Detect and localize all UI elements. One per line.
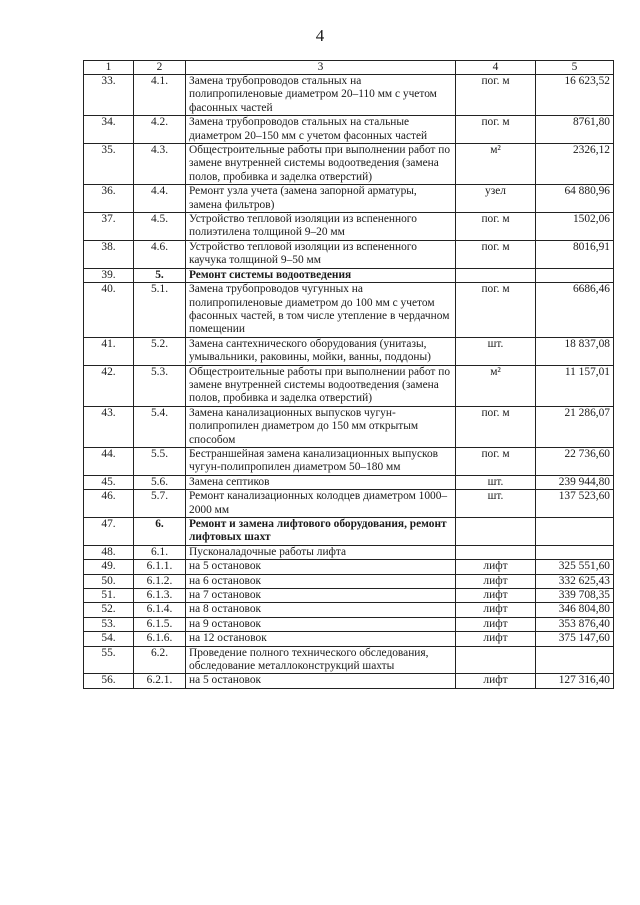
unit-cell: лифт bbox=[456, 574, 536, 588]
unit-cell: лифт bbox=[456, 617, 536, 631]
row-number-cell: 42. bbox=[84, 365, 134, 406]
table-row bbox=[84, 144, 614, 185]
cost-cell: 239 944,80 bbox=[536, 475, 614, 489]
table-row bbox=[84, 574, 614, 588]
unit-cell: пог. м bbox=[456, 75, 536, 116]
unit-cell: лифт bbox=[456, 560, 536, 574]
row-number-cell: 37. bbox=[84, 213, 134, 241]
header-col-1: 1 bbox=[84, 61, 134, 75]
description-cell: Ремонт канализационных колодцев диаметром 1000–2000 мм bbox=[186, 490, 456, 518]
item-code-cell: 5.5. bbox=[134, 447, 186, 475]
header-col-5: 5 bbox=[536, 61, 614, 75]
row-number-cell: 50. bbox=[84, 574, 134, 588]
cost-cell: 375 147,60 bbox=[536, 632, 614, 646]
item-code-cell: 4.5. bbox=[134, 213, 186, 241]
cost-cell: 127 316,40 bbox=[536, 674, 614, 688]
row-number-cell: 46. bbox=[84, 490, 134, 518]
section-row bbox=[84, 268, 614, 282]
cost-cell: 8761,80 bbox=[536, 116, 614, 144]
row-number-cell: 34. bbox=[84, 116, 134, 144]
item-code-cell: 6.1.6. bbox=[134, 632, 186, 646]
row-number-cell: 52. bbox=[84, 603, 134, 617]
row-number-cell: 43. bbox=[84, 406, 134, 447]
table-row bbox=[84, 185, 614, 213]
description-cell: Устройство тепловой изоляции из вспененного каучука толщиной 9–50 мм bbox=[186, 240, 456, 268]
table-row bbox=[84, 545, 614, 559]
item-code-cell: 4.4. bbox=[134, 185, 186, 213]
item-code-cell: 5.1. bbox=[134, 283, 186, 338]
cost-cell: 325 551,60 bbox=[536, 560, 614, 574]
row-number-cell: 55. bbox=[84, 646, 134, 674]
cost-cell bbox=[536, 646, 614, 674]
item-code-cell: 6.2. bbox=[134, 646, 186, 674]
item-code-cell: 6.1.3. bbox=[134, 589, 186, 603]
item-code-cell: 6.1.5. bbox=[134, 617, 186, 631]
description-cell: на 7 остановок bbox=[186, 589, 456, 603]
row-number-cell: 36. bbox=[84, 185, 134, 213]
cost-cell: 346 804,80 bbox=[536, 603, 614, 617]
unit-cell: пог. м bbox=[456, 240, 536, 268]
description-cell: Замена трубопроводов чугунных на полипропиленовые диаметром до 100 мм с учетом фасонных частей, в том числе утепление в чердачном помещении bbox=[186, 283, 456, 338]
description-cell: Пусконаладочные работы лифта bbox=[186, 545, 456, 559]
unit-cell bbox=[456, 268, 536, 282]
cost-cell: 64 880,96 bbox=[536, 185, 614, 213]
unit-cell: пог. м bbox=[456, 447, 536, 475]
unit-cell: пог. м bbox=[456, 406, 536, 447]
table-row bbox=[84, 447, 614, 475]
description-cell: Ремонт и замена лифтового оборудования, ремонт лифтовых шахт bbox=[186, 518, 456, 546]
table-body bbox=[84, 75, 614, 689]
cost-cell: 8016,91 bbox=[536, 240, 614, 268]
unit-cell: лифт bbox=[456, 632, 536, 646]
cost-cell bbox=[536, 518, 614, 546]
table-row bbox=[84, 365, 614, 406]
cost-cell: 2326,12 bbox=[536, 144, 614, 185]
header-col-3: 3 bbox=[186, 61, 456, 75]
cost-cell bbox=[536, 545, 614, 559]
item-code-cell: 5.4. bbox=[134, 406, 186, 447]
cost-cell: 18 837,08 bbox=[536, 337, 614, 365]
unit-cell: шт. bbox=[456, 337, 536, 365]
item-code-cell: 5.3. bbox=[134, 365, 186, 406]
description-cell: Замена канализационных выпусков чугун-полипропилен диаметром до 150 мм открытым способом bbox=[186, 406, 456, 447]
unit-cell bbox=[456, 545, 536, 559]
description-cell: Общестроительные работы при выполнении работ по замене внутренней системы водоотведения (замена полов, пробивка и заделка отверстий) bbox=[186, 144, 456, 185]
row-number-cell: 53. bbox=[84, 617, 134, 631]
table-row bbox=[84, 603, 614, 617]
header-col-2: 2 bbox=[134, 61, 186, 75]
description-cell: Замена сантехнического оборудования (унитазы, умывальники, раковины, мойки, ванны, поддоны) bbox=[186, 337, 456, 365]
unit-cell: пог. м bbox=[456, 116, 536, 144]
table-row bbox=[84, 617, 614, 631]
unit-cell: шт. bbox=[456, 475, 536, 489]
item-code-cell: 6.2.1. bbox=[134, 674, 186, 688]
table-row bbox=[84, 75, 614, 116]
unit-cell: лифт bbox=[456, 674, 536, 688]
row-number-cell: 54. bbox=[84, 632, 134, 646]
section-row bbox=[84, 518, 614, 546]
item-code-cell: 4.6. bbox=[134, 240, 186, 268]
table-row bbox=[84, 337, 614, 365]
description-cell: Бестраншейная замена канализационных выпусков чугун-полипропилен диаметром 50–180 мм bbox=[186, 447, 456, 475]
description-cell: Замена септиков bbox=[186, 475, 456, 489]
item-code-cell: 6.1.2. bbox=[134, 574, 186, 588]
description-cell: на 5 остановок bbox=[186, 674, 456, 688]
cost-cell: 16 623,52 bbox=[536, 75, 614, 116]
description-cell: на 8 остановок bbox=[186, 603, 456, 617]
item-code-cell: 5. bbox=[134, 268, 186, 282]
unit-cell: шт. bbox=[456, 490, 536, 518]
unit-cell bbox=[456, 646, 536, 674]
description-cell: Ремонт узла учета (замена запорной арматуры, замена фильтров) bbox=[186, 185, 456, 213]
description-cell: Устройство тепловой изоляции из вспененного полиэтилена толщиной 9–20 мм bbox=[186, 213, 456, 241]
description-cell: Замена трубопроводов стальных на стальные диаметром 20–150 мм с учетом фасонных частей bbox=[186, 116, 456, 144]
row-number-cell: 41. bbox=[84, 337, 134, 365]
description-cell: Проведение полного технического обследования, обследование металлоконструкций шахты bbox=[186, 646, 456, 674]
row-number-cell: 38. bbox=[84, 240, 134, 268]
description-cell: на 9 остановок bbox=[186, 617, 456, 631]
row-number-cell: 44. bbox=[84, 447, 134, 475]
cost-cell: 1502,06 bbox=[536, 213, 614, 241]
item-code-cell: 6. bbox=[134, 518, 186, 546]
unit-cell: м² bbox=[456, 144, 536, 185]
row-number-cell: 45. bbox=[84, 475, 134, 489]
unit-cell: лифт bbox=[456, 603, 536, 617]
cost-cell bbox=[536, 268, 614, 282]
row-number-cell: 47. bbox=[84, 518, 134, 546]
row-number-cell: 39. bbox=[84, 268, 134, 282]
unit-cell: м² bbox=[456, 365, 536, 406]
item-code-cell: 5.2. bbox=[134, 337, 186, 365]
row-number-cell: 56. bbox=[84, 674, 134, 688]
table-row bbox=[84, 213, 614, 241]
row-number-cell: 49. bbox=[84, 560, 134, 574]
item-code-cell: 5.6. bbox=[134, 475, 186, 489]
unit-cell bbox=[456, 518, 536, 546]
item-code-cell: 6.1.1. bbox=[134, 560, 186, 574]
page-number: 4 bbox=[315, 26, 325, 45]
cost-cell: 332 625,43 bbox=[536, 574, 614, 588]
item-code-cell: 4.3. bbox=[134, 144, 186, 185]
table-row bbox=[84, 116, 614, 144]
unit-cell: лифт bbox=[456, 589, 536, 603]
table-row bbox=[84, 283, 614, 338]
header-col-4: 4 bbox=[456, 61, 536, 75]
cost-cell: 339 708,35 bbox=[536, 589, 614, 603]
item-code-cell: 5.7. bbox=[134, 490, 186, 518]
cost-cell: 11 157,01 bbox=[536, 365, 614, 406]
description-cell: Общестроительные работы при выполнении работ по замене внутренней системы водоотведения (замена полов, пробивка и заделка отверстий) bbox=[186, 365, 456, 406]
description-cell: Ремонт системы водоотведения bbox=[186, 268, 456, 282]
cost-cell: 21 286,07 bbox=[536, 406, 614, 447]
unit-cell: узел bbox=[456, 185, 536, 213]
description-cell: на 5 остановок bbox=[186, 560, 456, 574]
row-number-cell: 48. bbox=[84, 545, 134, 559]
item-code-cell: 6.1. bbox=[134, 545, 186, 559]
cost-cell: 353 876,40 bbox=[536, 617, 614, 631]
row-number-cell: 51. bbox=[84, 589, 134, 603]
table-row bbox=[84, 589, 614, 603]
table-row bbox=[84, 646, 614, 674]
cost-cell: 137 523,60 bbox=[536, 490, 614, 518]
description-cell: Замена трубопроводов стальных на полипропиленовые диаметром 20–110 мм с учетом фасонных частей bbox=[186, 75, 456, 116]
table-row bbox=[84, 674, 614, 688]
item-code-cell: 4.2. bbox=[134, 116, 186, 144]
item-code-cell: 6.1.4. bbox=[134, 603, 186, 617]
description-cell: на 6 остановок bbox=[186, 574, 456, 588]
table-row bbox=[84, 632, 614, 646]
unit-cell: пог. м bbox=[456, 213, 536, 241]
table-row bbox=[84, 240, 614, 268]
row-number-cell: 33. bbox=[84, 75, 134, 116]
cost-cell: 22 736,60 bbox=[536, 447, 614, 475]
table-row bbox=[84, 406, 614, 447]
cost-cell: 6686,46 bbox=[536, 283, 614, 338]
description-cell: на 12 остановок bbox=[186, 632, 456, 646]
cost-table bbox=[83, 60, 614, 689]
row-number-cell: 40. bbox=[84, 283, 134, 338]
row-number-cell: 35. bbox=[84, 144, 134, 185]
table-row bbox=[84, 475, 614, 489]
table-row bbox=[84, 560, 614, 574]
item-code-cell: 4.1. bbox=[134, 75, 186, 116]
table-header bbox=[84, 61, 614, 75]
table-row bbox=[84, 490, 614, 518]
unit-cell: пог. м bbox=[456, 283, 536, 338]
